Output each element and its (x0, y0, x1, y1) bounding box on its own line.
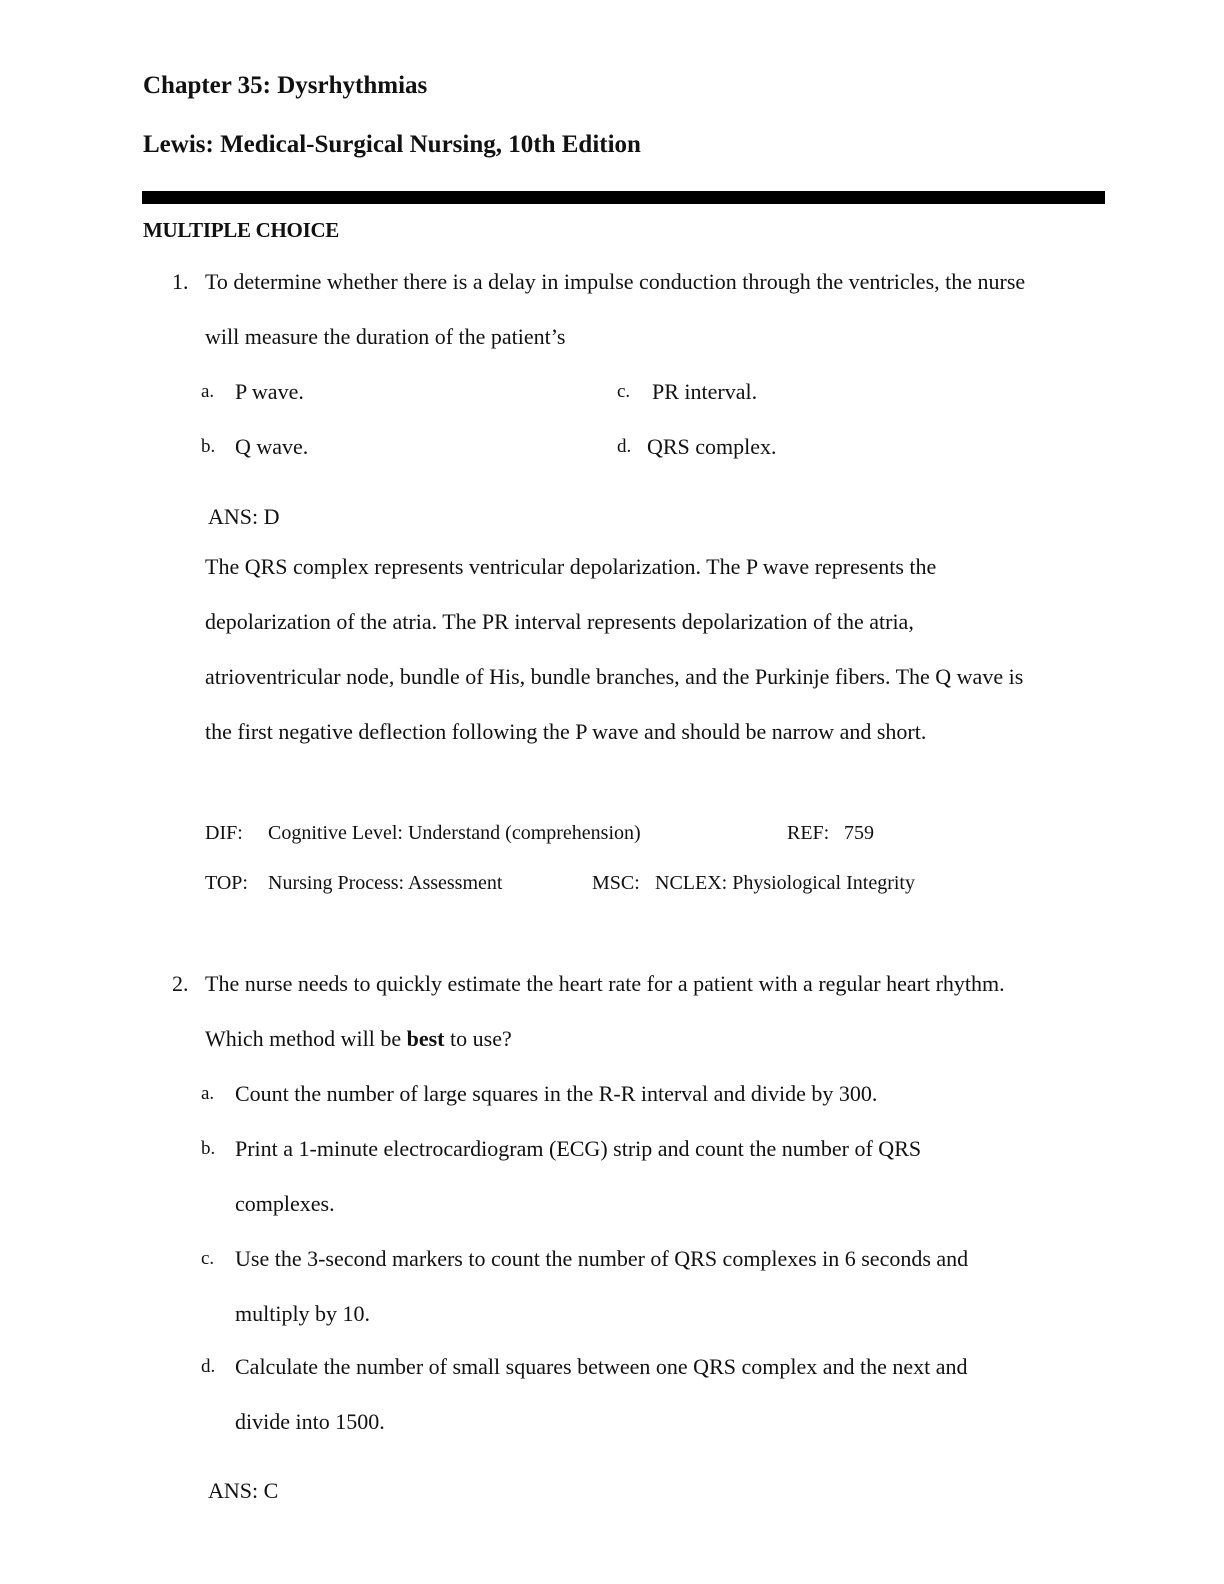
option-text: Calculate the number of small squares between one QRS complex and the next and (235, 1354, 968, 1379)
option-letter: b. (201, 1138, 216, 1159)
top-value: Nursing Process: Assessment (268, 872, 503, 894)
option-letter: d. (617, 436, 632, 457)
question-number: 1. (172, 269, 189, 294)
option-letter: a. (201, 1083, 215, 1104)
answer-key: ANS: C (208, 1478, 279, 1503)
ref-value: 759 (844, 822, 874, 844)
option-text: QRS complex. (647, 434, 777, 459)
option-text: multiply by 10. (235, 1301, 371, 1326)
dif-label: DIF: (205, 822, 243, 844)
option-text: Count the number of large squares in the R-R interval and divide by 300. (235, 1081, 878, 1106)
option-text: complexes. (235, 1191, 335, 1216)
chapter-title: Chapter 35: Dysrhythmias (143, 72, 428, 99)
option-letter: d. (201, 1356, 216, 1377)
question-stem-line: The nurse needs to quickly estimate the heart rate for a patient with a regular heart rhythm. (205, 971, 1005, 996)
divider-rule (142, 191, 1105, 204)
option-letter: c. (617, 381, 631, 402)
answer-key: ANS: D (208, 504, 280, 529)
ref-label: REF: (787, 822, 830, 844)
top-label: TOP: (205, 872, 248, 894)
stem-text: Which method will be (205, 1026, 407, 1051)
rationale-line: the first negative deflection following the P wave and should be narrow and short. (205, 719, 927, 744)
option-text: Q wave. (235, 434, 309, 459)
section-label: MULTIPLE CHOICE (143, 218, 340, 242)
question-stem-line (205, 1026, 512, 1052)
question-stem-line: To determine whether there is a delay in impulse conduction through the ventricles, the nurse (205, 269, 1026, 294)
dif-value: Cognitive Level: Understand (comprehension) (268, 822, 641, 844)
question-stem-line: will measure the duration of the patient’s (205, 324, 566, 349)
option-text: P wave. (235, 379, 304, 404)
option-text: Print a 1-minute electrocardiogram (ECG) strip and count the number of QRS (235, 1136, 922, 1161)
stem-text: to use? (444, 1026, 512, 1051)
msc-label: MSC: (592, 872, 640, 894)
option-text: PR interval. (652, 379, 758, 404)
option-letter: b. (201, 436, 216, 457)
msc-value: NCLEX: Physiological Integrity (655, 872, 915, 894)
book-title: Lewis: Medical-Surgical Nursing, 10th Edition (143, 131, 641, 158)
rationale-line: The QRS complex represents ventricular depolarization. The P wave represents the (205, 554, 937, 579)
rationale-line: depolarization of the atria. The PR interval represents depolarization of the atria, (205, 609, 914, 634)
question-number: 2. (172, 971, 189, 996)
rationale-line: atrioventricular node, bundle of His, bundle branches, and the Purkinje fibers. The Q wave is (205, 664, 1024, 689)
option-letter: a. (201, 381, 215, 402)
option-text: Use the 3-second markers to count the number of QRS complexes in 6 seconds and (235, 1246, 969, 1271)
option-text: divide into 1500. (235, 1409, 385, 1434)
option-letter: c. (201, 1248, 215, 1269)
stem-emphasis: best (406, 1026, 445, 1051)
